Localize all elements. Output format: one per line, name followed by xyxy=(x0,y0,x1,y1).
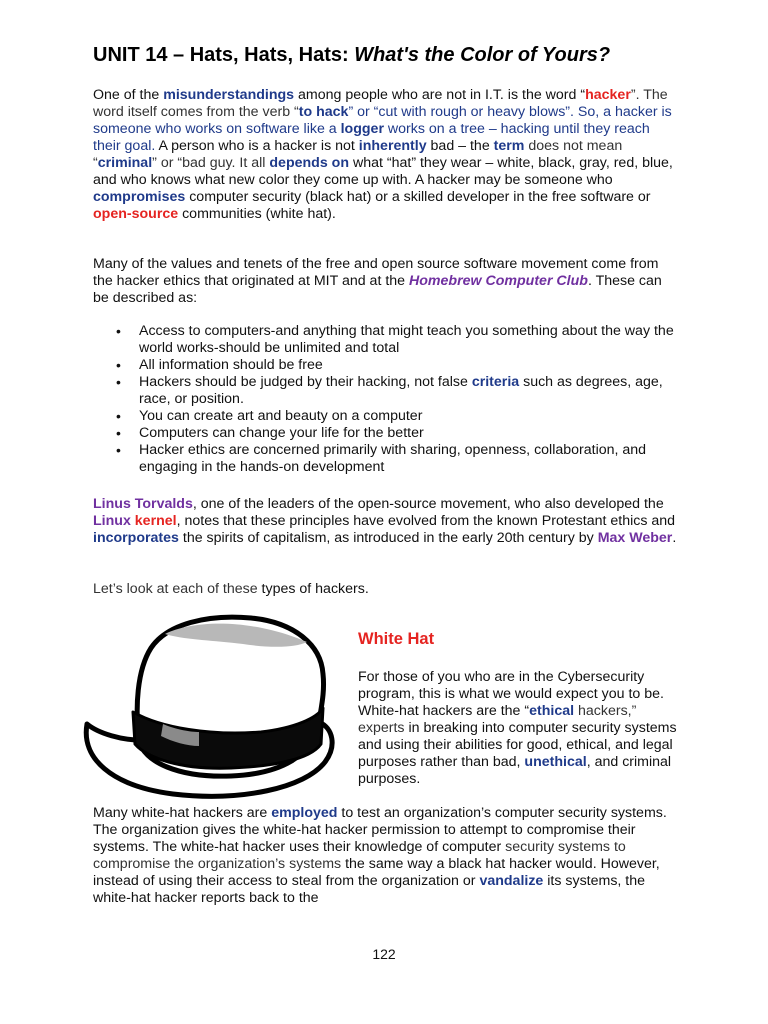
employed-paragraph xyxy=(93,805,678,907)
page-title xyxy=(93,42,610,68)
highlighted-term: employed xyxy=(271,805,338,821)
list-item xyxy=(93,357,678,374)
text-run: does not mean “ xyxy=(93,138,623,171)
highlighted-term: Homebrew Computer Club xyxy=(409,273,588,289)
title-prefix: UNIT 14 – Hats, Hats, Hats: xyxy=(93,44,355,66)
text-run: Many of the values and tenets of the free and open source software movement come from the hacker ethics that originated at MIT and at the xyxy=(93,256,659,289)
list-item xyxy=(93,323,678,357)
text-run: computer security (black hat) or a skilled developer in the free software or xyxy=(185,189,651,205)
text-run: what “hat” they wear – white, black, gray, red, blue, and who knows what new color they come up with. A hacker may be someone who xyxy=(93,155,673,188)
text-run: bad – the xyxy=(426,138,494,154)
text-run: Hacker ethics are concerned primarily with sharing, openness, collaboration, and engaging in the hands-on development xyxy=(139,442,647,475)
highlighted-term: Linus Torvalds xyxy=(93,496,193,512)
text-run: . xyxy=(672,530,677,546)
highlighted-term: criteria xyxy=(471,374,520,390)
text-run: All information should be free xyxy=(139,357,323,373)
highlighted-term: incorporates xyxy=(93,530,179,546)
text-run: its systems, the white-hat hacker reports back to the xyxy=(93,873,646,906)
highlighted-term: Max Weber xyxy=(597,530,673,546)
text-run: types of hackers. xyxy=(257,581,369,597)
types-paragraph xyxy=(93,581,678,598)
text-run: , notes that these principles have evolved from the known Protestant ethics and xyxy=(176,513,676,529)
highlighted-term: inherently xyxy=(358,138,427,154)
text-run: the same way a black hat hacker would. However, instead of using their access to steal from the organization or xyxy=(93,856,660,889)
highlighted-term: term xyxy=(493,138,525,154)
text-run: the spirits of capitalism, as introduced in the early 20th century by xyxy=(178,530,598,546)
text-run: You can create art and beauty on a computer xyxy=(139,408,423,424)
list-item xyxy=(93,408,678,425)
text-run: such as degrees, age, race, or position. xyxy=(139,374,663,407)
text-run: Hackers should be judged by their hacking, not false xyxy=(139,374,472,390)
white-hat-paragraph xyxy=(358,669,678,788)
text-run: to test an organization’s computer security systems. The organization gives the white-hat hacker permission to attempt to compromise their systems. The white-hat hacker uses their knowledge of computer xyxy=(93,805,667,855)
text-run: . These can be described as: xyxy=(93,273,662,306)
title-emphasis: What's the Color of Yours? xyxy=(354,44,611,66)
text-run: Many white-hat hackers are xyxy=(93,805,272,821)
values-paragraph xyxy=(93,256,678,307)
white-hat-icon xyxy=(81,608,337,800)
text-run: , one of the leaders of the open-source movement, who also developed the xyxy=(192,496,664,512)
highlighted-term: compromises xyxy=(93,189,186,205)
text-run: For those of you who are in the Cybersecurity program, this is what we would expect you to be. White-hat hackers are the “ xyxy=(358,669,664,719)
text-run: security systems to compromise the organization’s systems xyxy=(93,839,626,872)
text-run: A person who is a hacker is not xyxy=(155,138,359,154)
text-run: Computers can change your life for the better xyxy=(139,425,424,441)
highlighted-term: unethical xyxy=(524,754,587,770)
text-run: , and criminal purposes. xyxy=(358,754,672,787)
highlighted-term: to hack xyxy=(298,104,349,120)
text-run: ” or “bad guy. It all xyxy=(152,155,270,171)
highlighted-term: ” or “cut with rough or heavy blows”. So, a hacker is someone who works on software like a xyxy=(93,104,672,137)
list-item xyxy=(93,374,678,408)
text-run: hackers,” experts xyxy=(358,703,637,736)
highlighted-term: logger xyxy=(340,121,384,137)
text-run: in breaking into computer security systems and using their abilities for good, ethical, and legal purposes rather than bad, xyxy=(358,720,677,770)
highlighted-term: ethical xyxy=(529,703,575,719)
linus-paragraph xyxy=(93,496,678,547)
text-run: Access to computers-and anything that might teach you something about the way the world works-should be unlimited and total xyxy=(139,323,674,356)
highlighted-term: vandalize xyxy=(479,873,544,889)
list-item xyxy=(93,442,678,476)
highlighted-term: depends on xyxy=(269,155,350,171)
list-item xyxy=(93,425,678,442)
text-run: ”. The word itself comes from the verb “ xyxy=(93,87,668,120)
page-number: 122 xyxy=(372,946,396,962)
text-run: One of the xyxy=(93,87,164,103)
highlighted-term: criminal xyxy=(97,155,153,171)
white-hat-heading: White Hat xyxy=(358,630,435,648)
highlighted-term: misunderstandings xyxy=(163,87,295,103)
highlighted-term: hacker xyxy=(585,87,631,103)
highlighted-term: Linux xyxy=(93,513,131,529)
hacker-ethics-list xyxy=(93,323,678,476)
highlighted-term: open-source xyxy=(93,206,179,222)
text-run: Let’s look at each of these xyxy=(93,581,258,597)
text-run: communities (white hat). xyxy=(178,206,336,222)
text-run: among people who are not in I.T. is the word “ xyxy=(294,87,586,103)
highlighted-term: kernel xyxy=(134,513,177,529)
highlighted-term: works on a tree – hacking until they reach their goal. xyxy=(93,121,650,154)
intro-paragraph xyxy=(93,87,673,223)
